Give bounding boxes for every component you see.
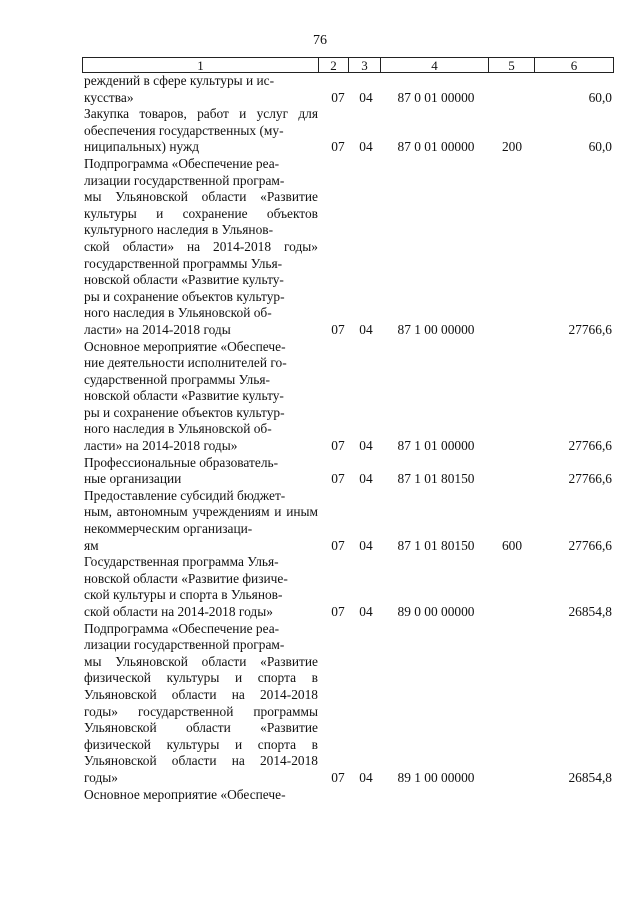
table-row bbox=[82, 73, 614, 106]
row-target-article: 87 1 01 00000 bbox=[397, 438, 475, 454]
row-section: 07 bbox=[331, 438, 345, 454]
row-name: Закупка товаров, работ и услуг для обеспечения государственных (му- ниципальных) нужд bbox=[84, 106, 318, 155]
header-col-3: 3 bbox=[349, 58, 381, 73]
row-section: 07 bbox=[331, 321, 345, 337]
table-body bbox=[82, 73, 614, 803]
row-name: Подпрограмма «Обеспечение реа- лизации государственной програм- мы Ульяновской области «Развитие культуры и сохранение объектов культурного наследия в Ульянов- ской области» на 2014-2018 годы» государственной программы Улья- новской области «Развитие культу- ры и сохранение объектов культур- ного наследия в Ульяновской об- ласти» на 2014-2018 годы bbox=[84, 155, 318, 337]
row-target-article: 87 0 01 00000 bbox=[397, 139, 475, 155]
row-target-article: 89 1 00 00000 bbox=[397, 769, 475, 785]
row-name: Основное мероприятие «Обеспече- bbox=[84, 786, 286, 802]
table-row bbox=[82, 106, 614, 156]
row-subsection bbox=[352, 787, 380, 804]
row-subsection: 04 bbox=[359, 604, 373, 619]
row-target-article: 89 0 00 00000 bbox=[397, 604, 475, 619]
header-col-5: 5 bbox=[489, 58, 535, 73]
page-number: 76 bbox=[313, 33, 327, 48]
row-name: Предоставление субсидий бюджет- ным, автономным учреждениям и иным некоммерческим организаци- ям bbox=[84, 487, 318, 553]
header-col-6: 6 bbox=[570, 58, 578, 73]
row-target-article: 87 0 01 00000 bbox=[397, 89, 475, 105]
row-expense-type bbox=[490, 471, 534, 488]
row-subsection: 04 bbox=[359, 537, 373, 553]
row-expense-type bbox=[490, 604, 534, 621]
row-target-article bbox=[384, 787, 488, 804]
row-amount: 27766,6 bbox=[568, 438, 612, 454]
row-target-article: 87 1 01 80150 bbox=[397, 537, 475, 553]
row-section: 07 bbox=[331, 604, 345, 619]
table-header bbox=[82, 57, 614, 73]
row-name: реждений в сфере культуры и ис- кусства» bbox=[84, 73, 275, 105]
row-expense-type: 200 bbox=[501, 139, 523, 155]
row-amount: 60,0 bbox=[588, 89, 612, 105]
row-expense-type: 600 bbox=[501, 537, 523, 553]
row-section bbox=[326, 787, 350, 804]
row-expense-type bbox=[490, 787, 534, 804]
row-amount: 27766,6 bbox=[568, 537, 612, 553]
row-section: 07 bbox=[331, 139, 345, 155]
row-name: Профессиональные образователь- ные организации bbox=[84, 454, 279, 487]
row-amount: 26854,8 bbox=[568, 604, 612, 619]
header-col-2: 2 bbox=[319, 58, 349, 73]
row-subsection: 04 bbox=[359, 139, 373, 155]
row-target-article: 87 1 01 80150 bbox=[397, 471, 475, 487]
row-subsection: 04 bbox=[359, 471, 373, 487]
row-name: Подпрограмма «Обеспечение реа- лизации государственной програм- мы Ульяновской области «Развитие физической культуры и спорта в Ульяновской области на 2014-2018 годы» государственной программы Ульяновской области «Развитие физической культуры и спорта в Ульяновской области на 2014-2018 годы» bbox=[84, 620, 318, 785]
row-amount: 26854,8 bbox=[568, 769, 612, 785]
header-col-4: 4 bbox=[381, 58, 489, 73]
row-subsection: 04 bbox=[359, 769, 373, 785]
row-section: 07 bbox=[331, 89, 345, 105]
row-section: 07 bbox=[331, 769, 345, 785]
row-section: 07 bbox=[331, 537, 345, 553]
table-row bbox=[82, 156, 614, 339]
row-subsection: 04 bbox=[359, 438, 373, 454]
row-amount: 27766,6 bbox=[568, 321, 612, 337]
table-row bbox=[82, 488, 614, 554]
table-row bbox=[82, 339, 614, 455]
budget-table bbox=[82, 57, 614, 803]
row-expense-type bbox=[490, 90, 534, 107]
row-section: 07 bbox=[331, 471, 345, 487]
row-name: Государственная программа Улья- новской области «Развитие физиче- ской культуры и спорта в Ульянов- ской области на 2014-2018 годы» bbox=[84, 554, 288, 619]
table-row bbox=[82, 787, 614, 804]
row-expense-type bbox=[490, 322, 534, 339]
table-row bbox=[82, 455, 614, 488]
row-expense-type bbox=[490, 438, 534, 455]
row-target-article: 87 1 00 00000 bbox=[397, 321, 475, 337]
row-expense-type bbox=[490, 770, 534, 787]
row-amount bbox=[536, 787, 612, 804]
row-amount: 60,0 bbox=[588, 139, 612, 155]
table-row bbox=[82, 621, 614, 787]
header-col-1: 1 bbox=[83, 58, 319, 73]
row-subsection: 04 bbox=[359, 321, 373, 337]
table-row bbox=[82, 554, 614, 620]
row-name: Основное мероприятие «Обеспече- ние деятельности исполнителей го- сударственной программы Улья- новской области «Развитие культу- ры и сохранение объектов культур- ного наследия в Ульяновской об- ласти» на 2014-2018 годы» bbox=[84, 338, 287, 454]
row-subsection: 04 bbox=[359, 89, 373, 105]
row-amount: 27766,6 bbox=[568, 471, 612, 487]
